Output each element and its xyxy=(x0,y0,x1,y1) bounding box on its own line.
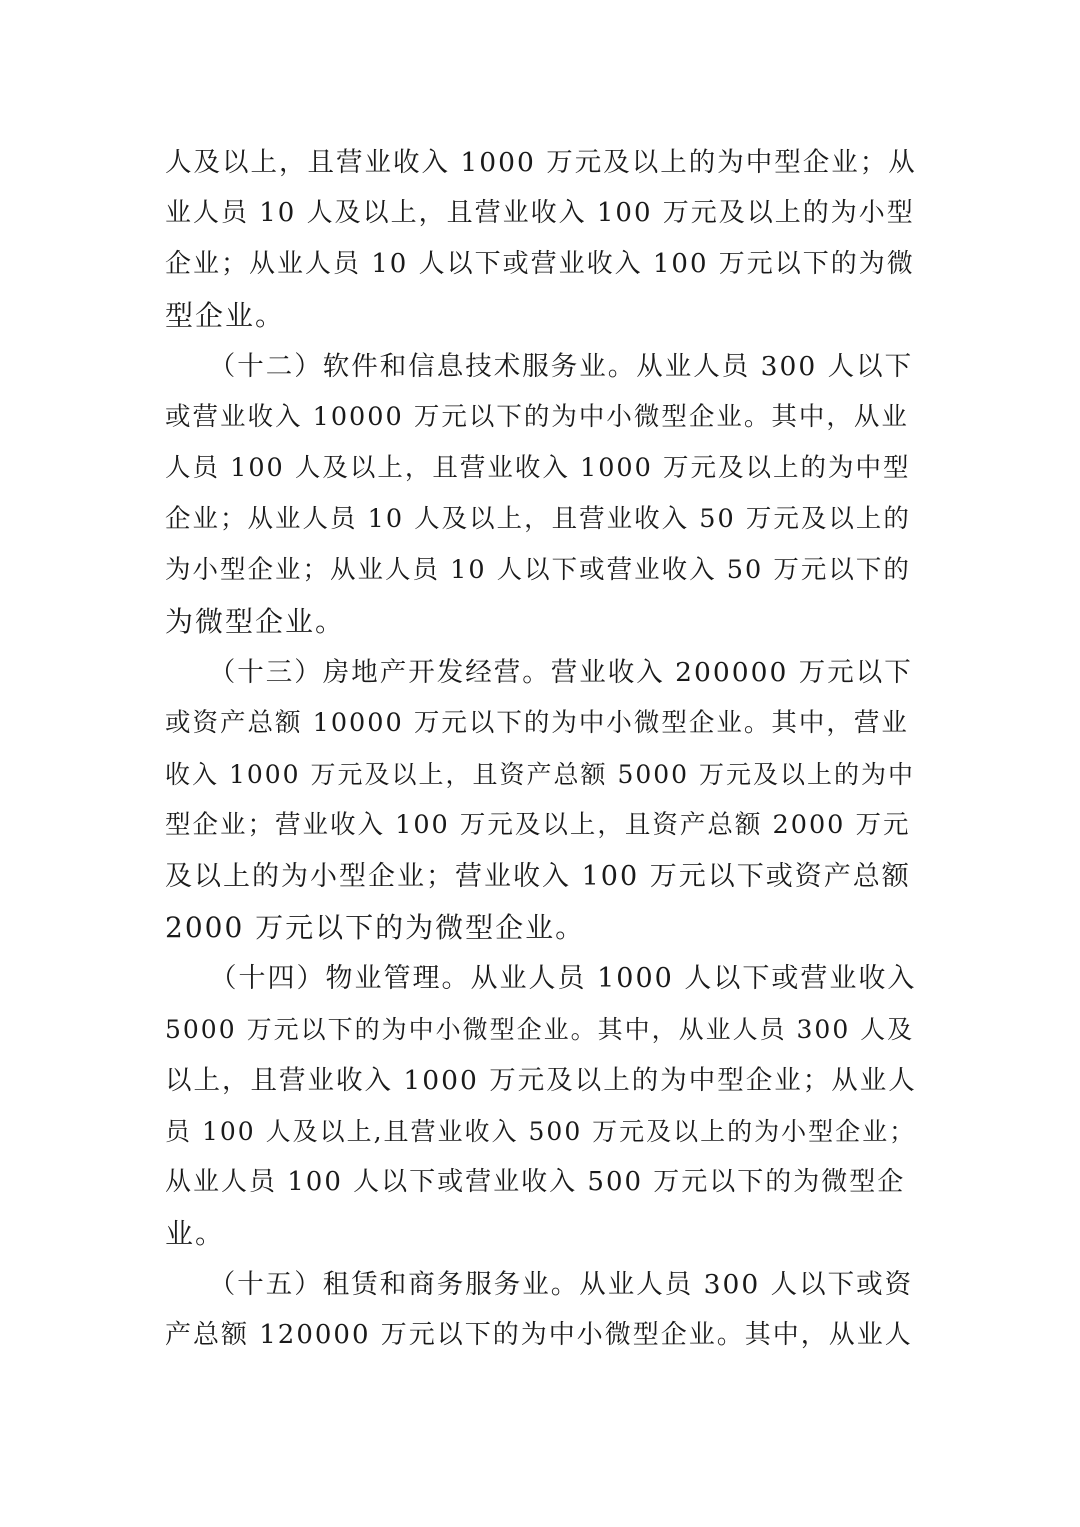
text-line: 企业；从业人员 10 人以下或营业收入 100 万元以下的为微 xyxy=(165,249,915,279)
text-line: 人及以上，且营业收入 1000 万元及以上的为中型企业；从 xyxy=(165,147,917,178)
text-line: 人员 100 人及以上，且营业收入 1000 万元及以上的为中型 xyxy=(165,453,911,483)
text-line: （十五）租赁和商务服务业。从业人员 300 人以下或资 xyxy=(165,1269,914,1300)
text-line: 及以上的为小型企业；营业收入 100 万元以下或资产总额 xyxy=(165,861,911,892)
text-line: 产总额 120000 万元以下的为中小微型企业。其中，从业人 xyxy=(165,1320,913,1350)
text-line: 或营业收入 10000 万元以下的为中小微型企业。其中，从业 xyxy=(165,402,909,432)
document-body xyxy=(165,137,917,1361)
text-line: （十二）软件和信息技术服务业。从业人员 300 人以下 xyxy=(165,351,914,382)
text-line: （十三）房地产开发经营。营业收入 200000 万元以下 xyxy=(165,657,913,688)
text-line: 为小型企业；从业人员 10 人以下或营业收入 50 万元以下的 xyxy=(165,555,911,585)
text-line: 2000 万元以下的为微型企业。 xyxy=(165,911,586,944)
text-line: 从业人员 100 人以下或营业收入 500 万元以下的为微型企 xyxy=(165,1167,906,1197)
text-line: 员 100 人及以上,且营业收入 500 万元及以上的为小型企业； xyxy=(165,1117,917,1146)
text-line: 型企业；营业收入 100 万元及以上，且资产总额 2000 万元 xyxy=(165,810,911,840)
text-line: 型企业。 xyxy=(165,299,286,332)
text-line: 业。 xyxy=(165,1217,226,1250)
text-line: 企业；从业人员 10 人及以上，且营业收入 50 万元及以上的 xyxy=(165,504,911,534)
text-line: 5000 万元以下的为中小微型企业。其中，从业人员 300 人及 xyxy=(165,1015,915,1044)
text-line: 收入 1000 万元及以上，且资产总额 5000 万元及以上的为中 xyxy=(165,760,916,789)
text-line: 或资产总额 10000 万元以下的为中小微型企业。其中，营业 xyxy=(165,708,909,738)
text-line: （十四）物业管理。从业人员 1000 人以下或营业收入 xyxy=(165,963,917,994)
text-line: 业人员 10 人及以上，且营业收入 100 万元及以上的为小型 xyxy=(165,198,915,228)
text-line: 为微型企业。 xyxy=(165,605,346,638)
text-line: 以上，且营业收入 1000 万元及以上的为中型企业；从业人 xyxy=(165,1065,917,1096)
